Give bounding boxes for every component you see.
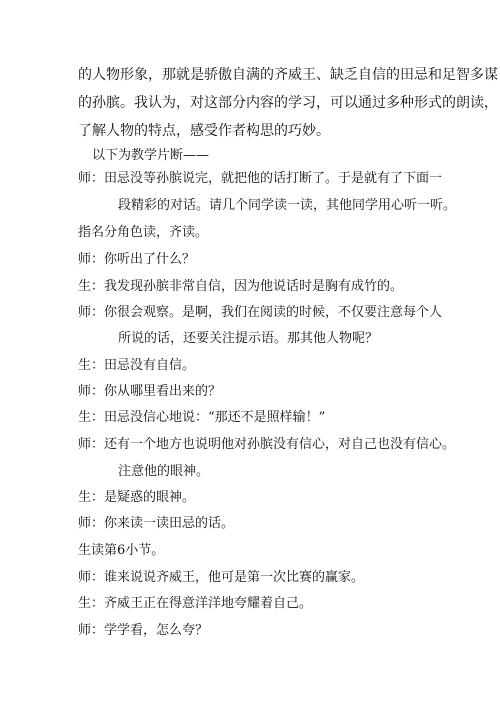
dialogue-line: 生：田忌没有自信。 xyxy=(78,358,196,373)
dialogue-line: 注意他的眼神。 xyxy=(118,464,210,479)
dialogue-line: 生：田忌没信心地说：“那还不是照样输！” xyxy=(78,410,326,425)
dialogue-line: 生读第6小节。 xyxy=(78,543,165,558)
dialogue-line: 师：你来读一读田忌的话。 xyxy=(78,516,235,531)
dialogue-line: 生：是疑惑的眼神。 xyxy=(78,490,196,505)
dialogue-line: 指名分角色读，齐读。 xyxy=(78,225,209,240)
dialogue-line: 师：谁来说说齐威王，他可是第一次比赛的赢家。 xyxy=(78,570,365,585)
dialogue-line: 师：学学看，怎么夸？ xyxy=(78,623,209,638)
section-heading: 以下为教学片断—— xyxy=(92,148,210,163)
dialogue-line: 生：我发现孙膑非常自信，因为他说话时是胸有成竹的。 xyxy=(78,279,404,294)
dialogue-line: 生：齐威王正在得意洋洋地夸耀着自己。 xyxy=(78,596,313,611)
dialogue-line: 师：你听出了什么？ xyxy=(78,252,196,267)
intro-line-1: 的人物形象，那就是骄傲自满的齐威王、缺乏自信的田忌和足智多谋 xyxy=(78,67,498,83)
dialogue-line: 师：田忌没等孙膑说完，就把他的话打断了。于是就有了下面一 xyxy=(78,171,443,186)
intro-line-3: 了解人物的特点，感受作者构思的巧妙。 xyxy=(78,123,330,139)
dialogue-line: 所说的话，还要关注提示语。那其他人物呢？ xyxy=(118,331,379,346)
dialogue-line: 师：你很会观察。是啊，我们在阅读的时候，不仅要注意每个人 xyxy=(78,305,443,320)
dialogue-line: 段精彩的对话。请几个同学读一读，其他同学用心听一听。 xyxy=(118,198,457,213)
dialogue-line: 师：你从哪里看出来的？ xyxy=(78,384,222,399)
intro-line-2: 的孙膑。我认为，对这部分内容的学习，可以通过多种形式的朗读， xyxy=(78,95,498,111)
dialogue-line: 师：还有一个地方也说明他对孙膑没有信心，对自己也没有信心。 xyxy=(78,437,456,452)
